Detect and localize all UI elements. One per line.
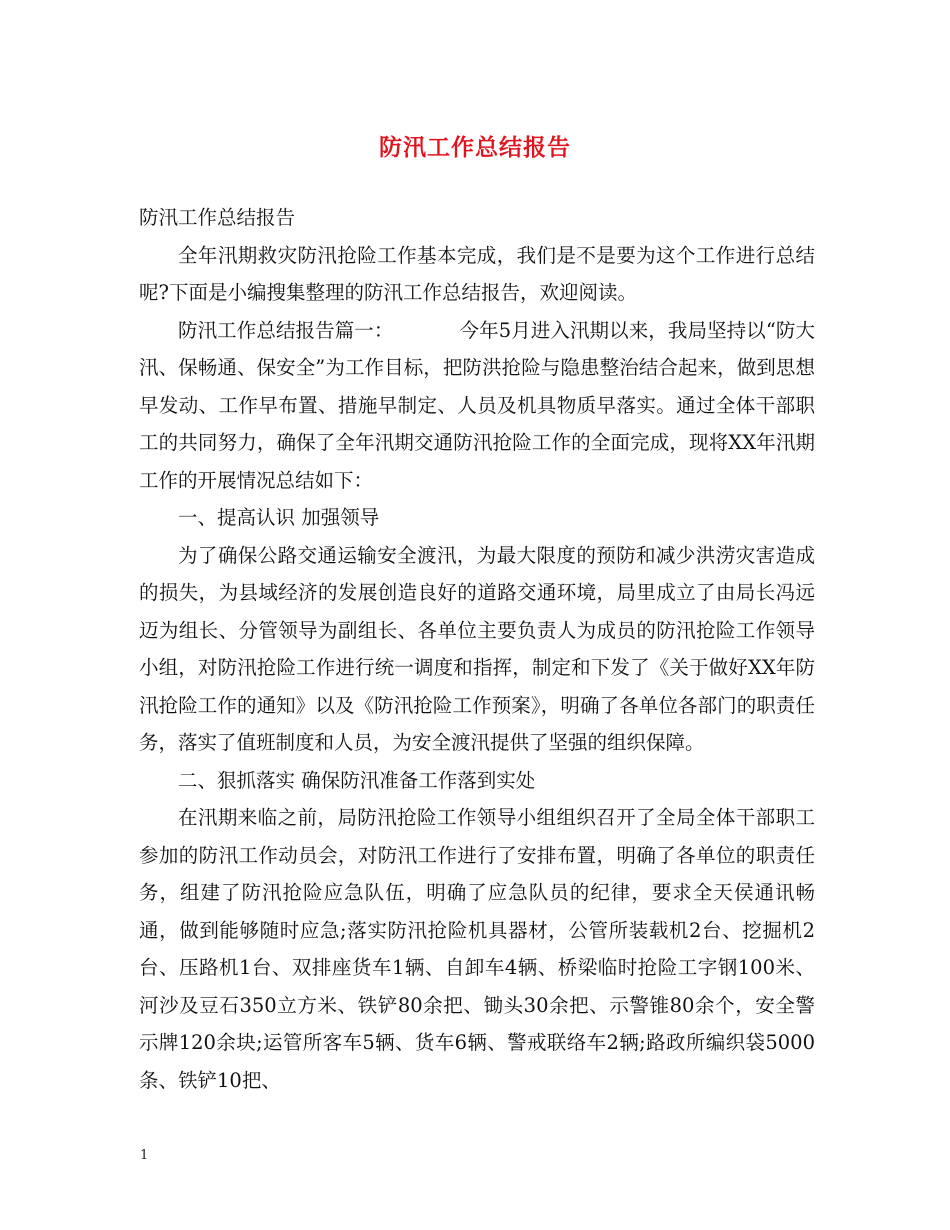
document-body <box>139 199 815 1099</box>
part-one-text: 今年5月进入汛期以来，我局坚持以“防大汛、保畅通、保安全”为工作目标，把防洪抢险与隐患整治结合起来，做到思想早发动、工作早布置、措施早制定、人员及机具物质早落实。通过全体干部职工的共同努力，确保了全年汛期交通防汛抢险工作的全面完成，现将XX年汛期工作的开展情况总结如下： <box>139 318 815 492</box>
intro-paragraph: 全年汛期救灾防汛抢险工作基本完成，我们是不是要为这个工作进行总结呢?下面是小编搜集整理的防汛工作总结报告，欢迎阅读。 <box>139 243 815 304</box>
part-one-paragraph <box>139 312 815 500</box>
page-number: 1 <box>140 1148 149 1163</box>
section-one-heading: 一、提高认识 加强领导 <box>178 506 380 529</box>
part-one-label: 防汛工作总结报告篇一： <box>178 318 394 342</box>
document-title: 防汛工作总结报告 <box>379 134 571 161</box>
document-subtitle: 防汛工作总结报告 <box>139 206 296 229</box>
section-two-paragraph: 在汛期来临之前，局防汛抢险工作领导小组组织召开了全局全体干部职工参加的防汛工作动员会，对防汛工作进行了安排布置，明确了各单位的职责任务，组建了防汛抢险应急队伍，明确了应急队员的纪律，要求全天侯通讯畅通，做到能够随时应急;落实防汛抢险机具器材，公管所装载机2台、挖掘机2台、压路机1台、双排座货车1辆、自卸车4辆、桥梁临时抢险工字钢100米、河沙及豆石350立方米、铁铲80余把、锄头30余把、示警锥80余个，安全警示牌120余块;运管所客车5辆、货车6辆、警戒联络车2辆;路政所编织袋5000条、铁铲10把、 <box>139 806 815 1092</box>
section-two-heading: 二、狠抓落实 确保防汛准备工作落到实处 <box>178 768 536 792</box>
section-one-paragraph: 为了确保公路交通运输安全渡汛，为最大限度的预防和减少洪涝灾害造成的损失，为县域经济的发展创造良好的道路交通环境，局里成立了由局长冯远迈为组长、分管领导为副组长、各单位主要负责人为成员的防汛抢险工作领导小组，对防汛抢险工作进行统一调度和指挥，制定和下发了《关于做好XX年防汛抢险工作的通知》以及《防汛抢险工作预案》，明确了各单位各部门的职责任务，落实了值班制度和人员，为安全渡汛提供了坚强的组织保障。 <box>139 543 815 754</box>
